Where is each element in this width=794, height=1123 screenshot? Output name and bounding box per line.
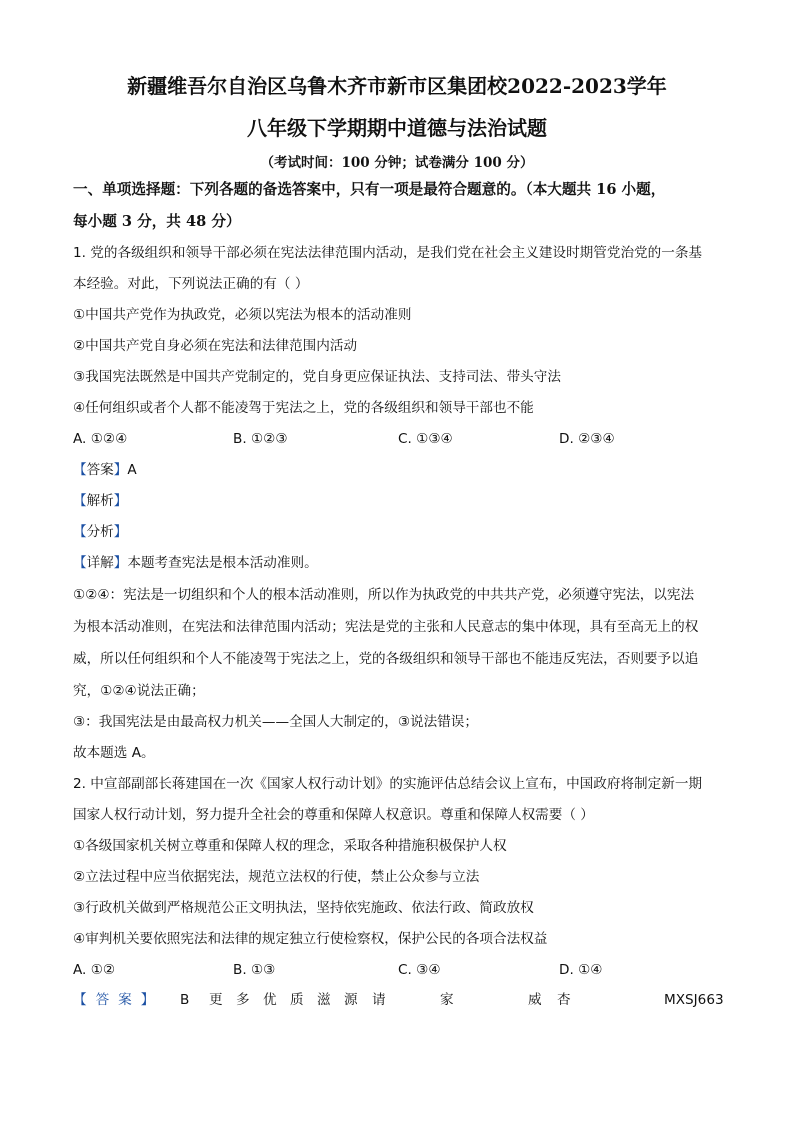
answer-value: A <box>127 462 137 478</box>
q1-explanation-line1: ①②④：宪法是一切组织和个人的根本活动准则，所以作为执政党的中共共产党，必须遵守宪法，以宪法 <box>73 587 695 603</box>
watermark-char: 家 <box>440 992 454 1008</box>
q1-fenxi-tag: 【分析】 <box>73 524 128 540</box>
q2-statement-4: ④审判机关要依照宪法和法律的规定独立行使检察权，保护公民的各项合法权益 <box>73 931 548 947</box>
q1-option-a: A. ①②④ <box>73 431 128 447</box>
watermark-char: 滋 <box>317 992 331 1008</box>
section-heading-line2: 每小题 3 分，共 48 分） <box>73 213 241 230</box>
q1-explanation-line6: 故本题选 A。 <box>73 745 155 761</box>
q1-statement-3: ③我国宪法既然是中国共产党制定的，党自身更应保证执法、支持司法、带头守法 <box>73 369 561 385</box>
watermark-char: 杏 <box>557 992 571 1008</box>
watermark-char: 质 <box>290 992 304 1008</box>
q2-option-c: C. ③④ <box>398 962 441 978</box>
q1-stem-line2: 本经验。对此，下列说法正确的有（ ） <box>73 276 309 292</box>
q1-option-c: C. ①③④ <box>398 431 453 447</box>
q1-statement-1: ①中国共产党作为执政党，必须以宪法为根本的活动准则 <box>73 307 412 323</box>
q2-option-d: D. ①④ <box>559 962 603 978</box>
q2-answer-tag: 【答案】 <box>73 992 164 1008</box>
q1-stem-line1: 1. 党的各级组织和领导干部必须在宪法法律范围内活动，是我们党在社会主义建设时期管党治党的一条基 <box>73 245 703 261</box>
q1-answer: 【答案】A <box>73 462 137 478</box>
page-title-line1: 新疆维吾尔自治区乌鲁木齐市新市区集团校2022-2023学年 <box>127 74 667 98</box>
q2-stem-line1: 2. 中宣部副部长蒋建国在一次《国家人权行动计划》的实施评估总结会议上宣布，中国政府将制定新一期 <box>73 776 703 792</box>
q1-explanation-line5: ③：我国宪法是由最高权力机关——全国人大制定的，③说法错误； <box>73 714 478 730</box>
q2-statement-1: ①各级国家机关树立尊重和保障人权的理念，采取各种措施积极保护人权 <box>73 838 507 854</box>
q1-explanation-line2: 为根本活动准则，在宪法和法律范围内活动；宪法是党的主张和人民意志的集中体现，具有至高无上的权 <box>73 619 699 635</box>
q1-analysis-tag: 【解析】 <box>73 493 128 509</box>
q1-explanation-line4: 究，①②④说法正确； <box>73 683 205 699</box>
document-code: MXSJ663 <box>664 992 724 1008</box>
q1-option-b: B. ①②③ <box>233 431 288 447</box>
page-title-line2: 八年级下学期期中道德与法治试题 <box>247 116 547 140</box>
q1-statement-4: ④任何组织或者个人都不能凌驾于宪法之上，党的各级组织和领导干部也不能 <box>73 400 534 416</box>
watermark-char: 源 <box>344 992 358 1008</box>
watermark-char: 优 <box>263 992 277 1008</box>
q2-option-b: B. ①③ <box>233 962 276 978</box>
section-heading-line1: 一、单项选择题：下列各题的备选答案中，只有一项是最符合题意的。（本大题共 16 小题， <box>73 181 666 198</box>
exam-info: （考试时间：100 分钟；试卷满分 100 分） <box>260 155 534 171</box>
watermark-char: 请 <box>372 992 386 1008</box>
watermark-char: 更 <box>209 992 223 1008</box>
q1-option-d: D. ②③④ <box>559 431 615 447</box>
watermark-char: 威 <box>528 992 542 1008</box>
q2-option-a: A. ①② <box>73 962 116 978</box>
q1-statement-2: ②中国共产党自身必须在宪法和法律范围内活动 <box>73 338 358 354</box>
q1-detail: 【详解】本题考查宪法是根本活动准则。 <box>73 555 318 571</box>
q2-answer-value: B <box>180 992 190 1008</box>
q2-stem-line2: 国家人权行动计划，努力提升全社会的尊重和保障人权意识。尊重和保障人权需要（ ） <box>73 807 594 823</box>
watermark-char: 多 <box>236 992 250 1008</box>
answer-tag: 答案 <box>86 462 114 478</box>
q1-explanation-line3: 威，所以任何组织和个人不能凌驾于宪法之上，党的各级组织和领导干部也不能违反宪法，否则要予以追 <box>73 651 699 667</box>
q2-statement-2: ②立法过程中应当依据宪法，规范立法权的行使，禁止公众参与立法 <box>73 869 480 885</box>
q2-statement-3: ③行政机关做到严格规范公正文明执法，坚持依宪施政、依法行政、简政放权 <box>73 900 534 916</box>
